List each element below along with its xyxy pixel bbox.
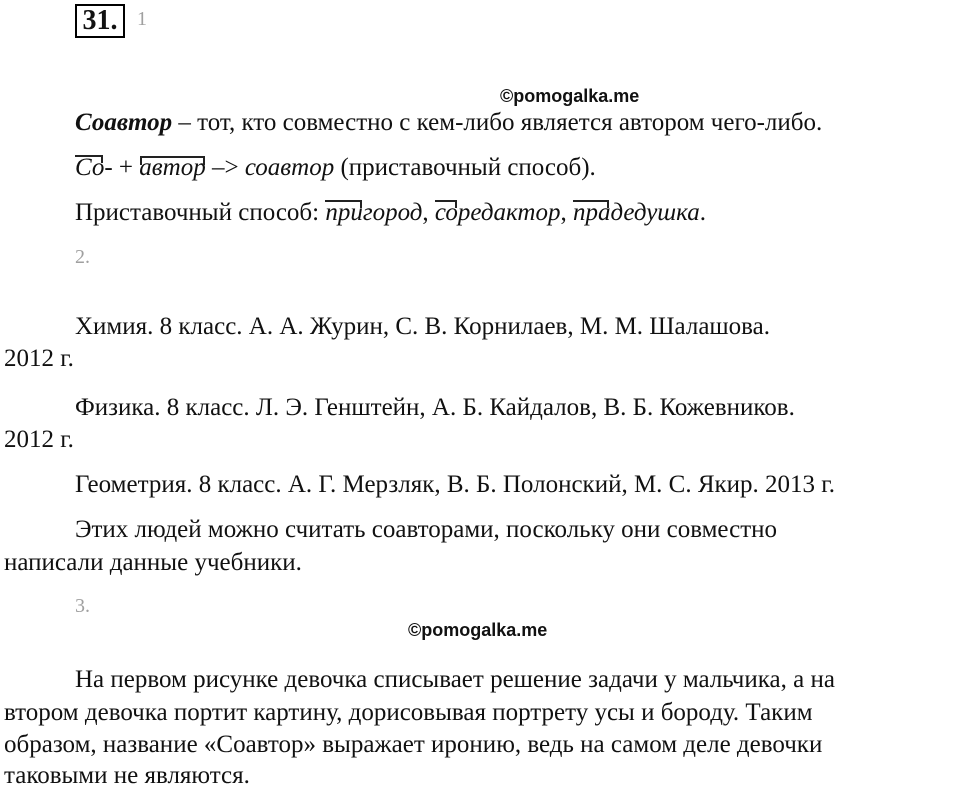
answer-line-3: образом, название «Соавтор» выражает иронию, ведь на самом деле девочки — [4, 731, 823, 758]
watermark-top: ©pomogalka.me — [500, 86, 640, 106]
task-number: 31. — [82, 5, 118, 36]
answer-line-2: втором девочка портит картину, дорисовывая портрету усы и бороду. Таким — [4, 699, 813, 726]
example-word — [573, 199, 700, 226]
example-prefix: пра — [572, 199, 611, 226]
book-line-year: 2012 г. — [4, 345, 74, 372]
formation-line — [75, 153, 596, 183]
formation-prefix: Со — [75, 154, 105, 181]
example-rest: дедушка — [610, 199, 700, 226]
example-separator: . — [699, 199, 706, 226]
example-separator: , — [422, 199, 435, 226]
section-3-number: 3. — [75, 595, 90, 617]
example-separator: , — [560, 199, 573, 226]
answer-line-4: таковыми не являются. — [4, 762, 250, 789]
examples-label: Приставочный способ: — [75, 199, 326, 226]
book-line: Физика. 8 класс. Л. Э. Генштейн, А. Б. Кайдалов, В. Б. Кожевников. — [75, 394, 795, 421]
example-prefix: при — [325, 199, 363, 226]
book-line: Геометрия. 8 класс. А. Г. Мерзляк, В. Б. Полонский, М. С. Якир. 2013 г. — [75, 471, 835, 498]
conclusion-line-2: написали данные учебники. — [4, 549, 302, 576]
answer-line-1: На первом рисунке девочка списывает решение задачи у мальчика, а на — [75, 666, 835, 693]
example-rest: редактор — [457, 199, 561, 226]
book-line: Химия. 8 класс. А. А. Журин, С. В. Корнилаев, М. М. Шалашова. — [75, 313, 770, 340]
formation-result: соавтор — [244, 154, 335, 181]
formation-root: автор — [139, 154, 206, 181]
example-word — [435, 199, 561, 226]
section-1-number: 1 — [137, 8, 147, 30]
section-2-number: 2. — [75, 246, 90, 268]
definition-line — [75, 108, 822, 138]
formation-plus: - + — [104, 154, 140, 181]
formation-method: (приставочный способ). — [334, 154, 596, 181]
conclusion-line-1: Этих людей можно считать соавторами, поскольку они совместно — [75, 516, 778, 543]
definition-term: Соавтор — [75, 109, 173, 136]
formation-arrow: –> — [205, 154, 245, 181]
task-number-box — [75, 4, 125, 38]
book-line-year: 2012 г. — [4, 426, 74, 453]
example-rest: город — [362, 199, 423, 226]
examples-line — [75, 198, 706, 228]
example-word — [325, 199, 422, 226]
definition-text: – тот, кто совместно с кем-либо является автором чего-либо. — [172, 109, 823, 136]
example-prefix: со — [434, 199, 458, 226]
watermark-middle: ©pomogalka.me — [408, 620, 548, 640]
